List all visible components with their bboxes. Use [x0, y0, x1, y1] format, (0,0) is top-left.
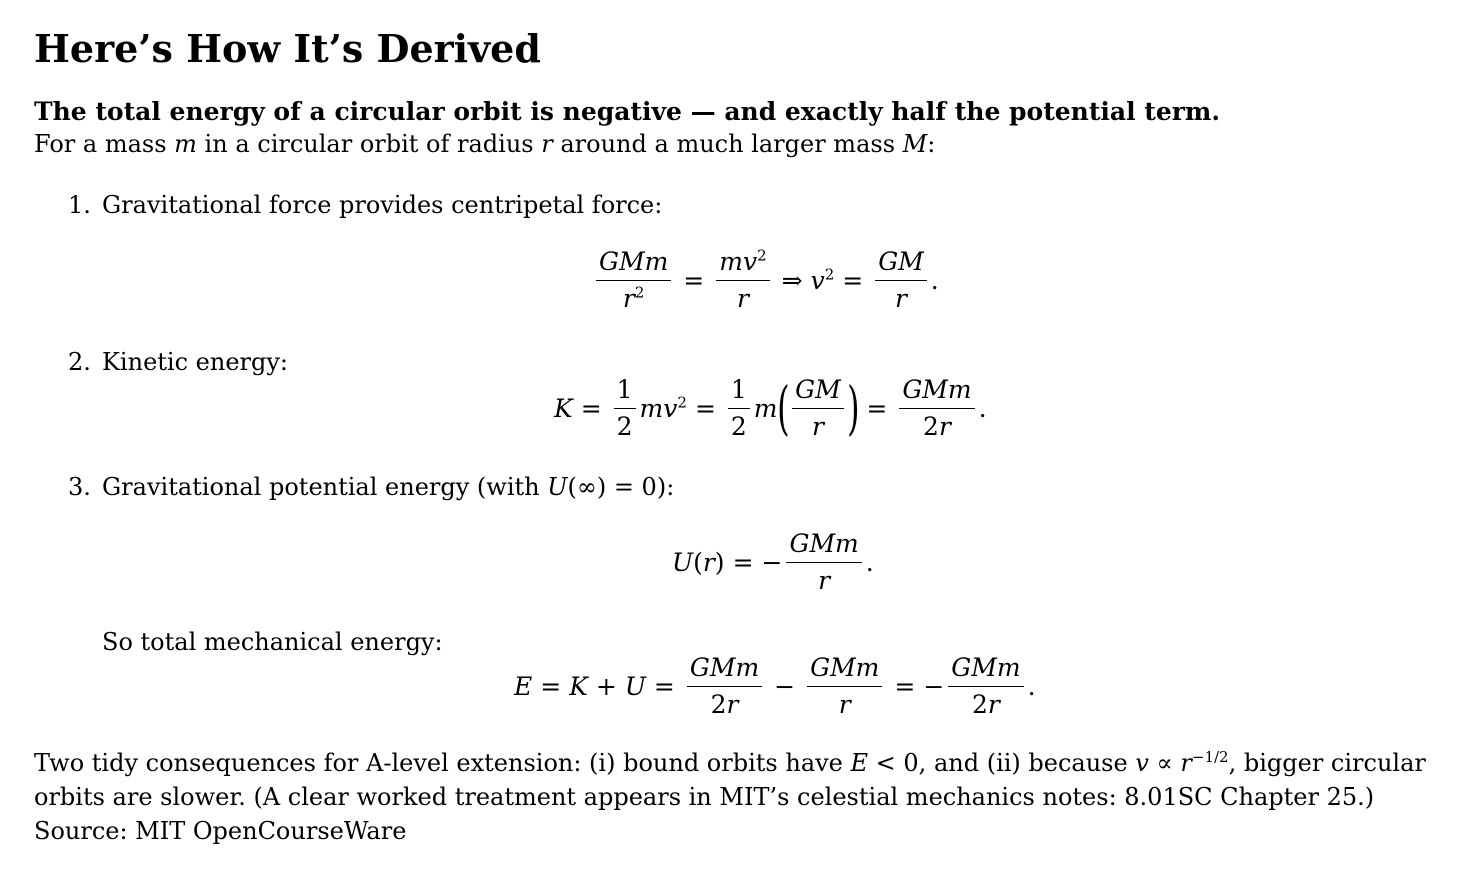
consequences-line-1: Two tidy consequences for A-level extension: (i) bound orbits have E < 0, and (ii) because $v \propto r^{-1/2}$, bigger circular — [34, 748, 1426, 777]
equation-total-energy: E = K + U = $\frac{\text{GMm}}{2r}$ − $\frac{\text{GMm}}{r}$ = − $\frac{\text{GMm}}{2r}$ . — [514, 653, 1036, 719]
intro-paragraph: For a mass m in a circular orbit of radius r around a much larger mass M: — [34, 130, 936, 158]
equation-kinetic-energy: K = $\frac{1}{2}$ $mv^2$ = $\frac{1}{2}$ m ( $\frac{GM}{r}$ ) = $\frac{\text{GMm}}{2r}$ . — [554, 374, 987, 442]
consequences-paragraph — [34, 746, 1426, 848]
step-2: 2. Kinetic energy: — [68, 348, 288, 376]
summary-label: So total mechanical energy: — [102, 628, 443, 656]
equation-force-balance: $\frac{\text{GMm}}{r^2}$ = $\frac{mv^2}{r}$ ⇒ $v^2$ = $\frac{GM}{r}$ . — [592, 248, 939, 312]
equation-potential-energy: U(r) = − $\frac{\text{GMm}}{r}$ . — [672, 529, 874, 595]
consequences-line-2: orbits are slower. (A clear worked treatment appears in MIT’s celestial mechanics notes: 8.01SC Chapter 25.) — [34, 783, 1375, 811]
lead-sentence: The total energy of a circular orbit is negative — and exactly half the potential term. — [34, 97, 1221, 126]
page-title: Here’s How It’s Derived — [34, 26, 541, 71]
source-line: Source: MIT OpenCourseWare — [34, 817, 407, 845]
step-3: 3. Gravitational potential energy (with U(∞) = 0): — [68, 473, 675, 501]
step-1: 1. Gravitational force provides centripetal force: — [68, 191, 663, 219]
